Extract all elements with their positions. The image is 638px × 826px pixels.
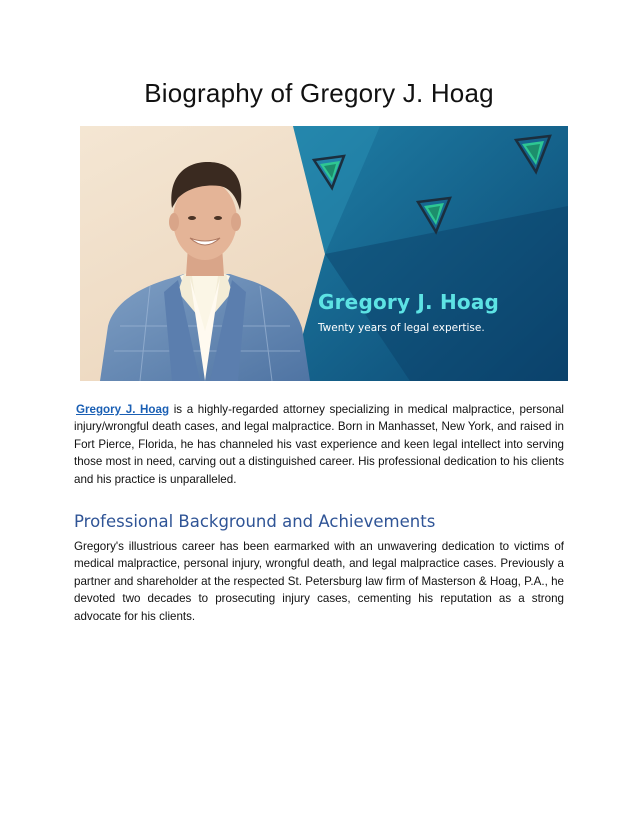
banner-name: Gregory J. Hoag	[318, 290, 500, 314]
intro-paragraph	[74, 401, 564, 488]
hero-banner	[80, 126, 568, 381]
section-paragraph: Gregory's illustrious career has been earmarked with an unwavering dedication to victims of medical malpractice, personal injury, wrongful death, and legal malpractice cases. Previously a partner and shareholder at the respected St. Petersburg law firm of Masterson & Hoag, P.A., he devoted two decades to prosecuting injury cases, cementing his reputation as a strong advocate for his clients.	[74, 540, 564, 623]
banner-tagline: Twenty years of legal expertise.	[318, 322, 485, 334]
name-link[interactable]: Gregory J. Hoag	[76, 403, 170, 416]
banner-graphic	[80, 126, 568, 381]
intro-text: is a highly-regarded attorney specializing in medical malpractice, personal injury/wrongful death cases, and legal malpractice. Born in Manhasset, New York, and raised in Fort Pierce, Florida, he has channeled his vast experience and keen legal intellect into serving those most in need, carving out a distinguished career. His professional dedication to his clients and his practice is unparalleled.	[74, 403, 564, 486]
page-title: Biography of Gregory J. Hoag	[144, 78, 494, 108]
section-heading: Professional Background and Achievements	[74, 512, 436, 531]
